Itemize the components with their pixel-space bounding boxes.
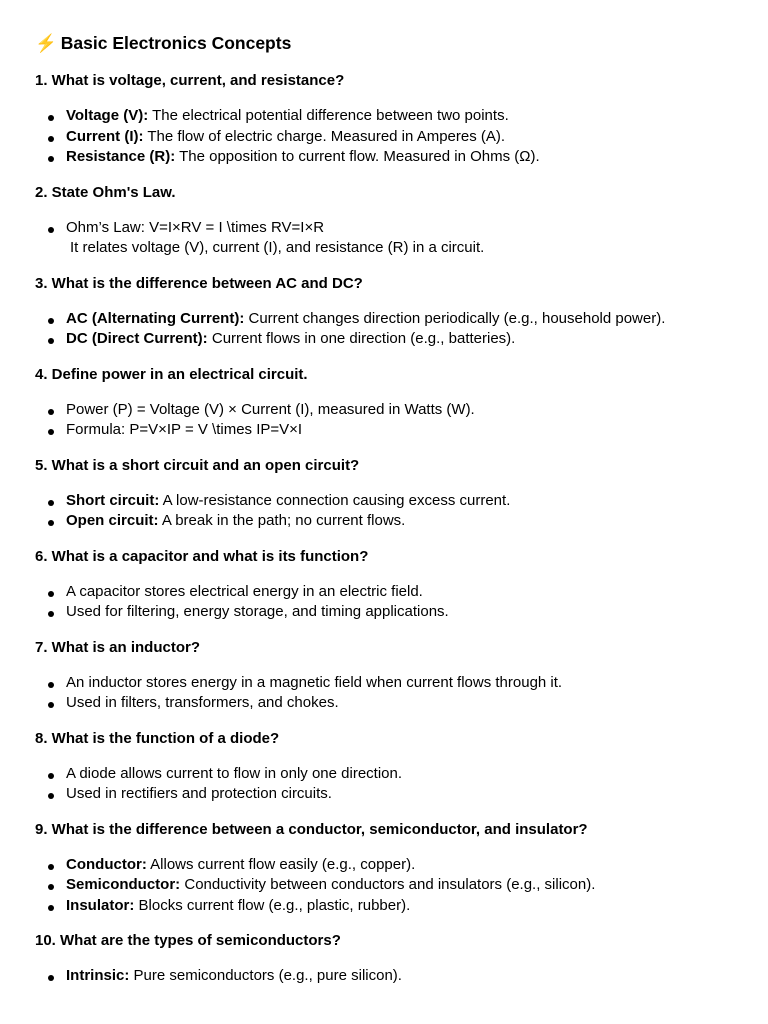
list-item bbox=[48, 602, 734, 623]
term-label: Conductor: bbox=[66, 855, 147, 873]
term-label: DC (Direct Current): bbox=[66, 330, 208, 347]
item-text: Current flows in one direction (e.g., batteries). bbox=[207, 330, 516, 347]
list-item bbox=[48, 420, 734, 441]
lightning-bolt-icon: ⚡ bbox=[35, 33, 57, 53]
term-label: AC (Alternating Current): bbox=[66, 309, 245, 327]
item-text: A capacitor stores electrical energy in an electric field. bbox=[66, 582, 423, 600]
page-title-text: Basic Electronics Concepts bbox=[60, 33, 292, 53]
list-item bbox=[48, 764, 734, 785]
item-continuation: It relates voltage (V), current (I), and resistance (R) in a circuit. bbox=[70, 239, 485, 256]
question-heading: 6. What is a capacitor and what is its function? bbox=[35, 547, 369, 565]
qa-sections bbox=[35, 72, 734, 987]
list-item bbox=[48, 218, 734, 259]
answer-list bbox=[35, 309, 734, 350]
question-heading: 5. What is a short circuit and an open circuit? bbox=[35, 456, 360, 474]
list-item bbox=[48, 400, 734, 421]
item-text: An inductor stores energy in a magnetic field when current flows through it. bbox=[66, 673, 563, 691]
item-text: The flow of electric charge. Measured in Amperes (A). bbox=[143, 127, 506, 145]
question-heading: 9. What is the difference between a conductor, semiconductor, and insulator? bbox=[35, 820, 588, 838]
list-item bbox=[48, 896, 734, 917]
term-label: Voltage (V): bbox=[66, 107, 149, 124]
answer-list bbox=[35, 855, 734, 917]
question-heading: 7. What is an inductor? bbox=[35, 638, 201, 656]
list-item bbox=[48, 673, 734, 694]
question-heading: 2. State Ohm's Law. bbox=[35, 183, 176, 201]
item-text: A low-resistance connection causing excess current. bbox=[159, 491, 511, 509]
item-text: Used for filtering, energy storage, and timing applications. bbox=[66, 603, 449, 620]
answer-list bbox=[35, 491, 734, 532]
item-text: Current changes direction periodically (e.g., household power). bbox=[244, 309, 666, 327]
list-item bbox=[48, 329, 734, 350]
item-text: Allows current flow easily (e.g., copper). bbox=[146, 855, 416, 873]
item-text: Used in rectifiers and protection circuits. bbox=[66, 785, 332, 802]
answer-list bbox=[35, 966, 734, 987]
question-heading: 10. What are the types of semiconductors? bbox=[35, 932, 341, 949]
term-label: Short circuit: bbox=[66, 491, 160, 509]
item-text: Blocks current flow (e.g., plastic, rubber). bbox=[134, 896, 411, 914]
list-item bbox=[48, 147, 734, 168]
list-item bbox=[48, 309, 734, 330]
item-text: A break in the path; no current flows. bbox=[158, 512, 406, 529]
answer-list bbox=[35, 582, 734, 623]
list-item bbox=[48, 875, 734, 896]
item-text: The electrical potential difference between two points. bbox=[148, 107, 509, 124]
item-text: Ohm’s Law: V=I×RV = I \times RV=I×R bbox=[66, 218, 325, 236]
item-text: Conductivity between conductors and insulators (e.g., silicon). bbox=[180, 876, 596, 893]
item-text: A diode allows current to flow in only one direction. bbox=[66, 764, 403, 782]
question-heading: 3. What is the difference between AC and DC? bbox=[35, 274, 363, 292]
list-item bbox=[48, 966, 734, 987]
answer-list bbox=[35, 218, 734, 259]
item-text: Pure semiconductors (e.g., pure silicon). bbox=[129, 967, 402, 984]
list-item bbox=[48, 491, 734, 512]
term-label: Current (I): bbox=[66, 127, 144, 145]
item-text: Power (P) = Voltage (V) × Current (I), measured in Watts (W). bbox=[66, 400, 475, 418]
item-text: Formula: P=V×IP = V \times IP=V×I bbox=[66, 421, 303, 438]
answer-list bbox=[35, 400, 734, 441]
question-heading: 8. What is the function of a diode? bbox=[35, 729, 280, 747]
item-text: The opposition to current flow. Measured in Ohms (Ω). bbox=[175, 148, 540, 165]
list-item bbox=[48, 855, 734, 876]
list-item bbox=[48, 106, 734, 127]
list-item bbox=[48, 511, 734, 532]
list-item bbox=[48, 693, 734, 714]
answer-list bbox=[35, 106, 734, 168]
question-heading: 4. Define power in an electrical circuit. bbox=[35, 365, 308, 383]
term-label: Resistance (R): bbox=[66, 148, 176, 165]
question-heading: 1. What is voltage, current, and resistance? bbox=[35, 72, 345, 89]
term-label: Intrinsic: bbox=[66, 967, 130, 984]
list-item bbox=[48, 784, 734, 805]
list-item bbox=[48, 582, 734, 603]
answer-list bbox=[35, 673, 734, 714]
term-label: Open circuit: bbox=[66, 512, 159, 529]
term-label: Insulator: bbox=[66, 896, 135, 914]
item-text: Used in filters, transformers, and chokes. bbox=[66, 694, 339, 711]
list-item bbox=[48, 127, 734, 148]
answer-list bbox=[35, 764, 734, 805]
page-title bbox=[35, 32, 734, 54]
term-label: Semiconductor: bbox=[66, 876, 181, 893]
